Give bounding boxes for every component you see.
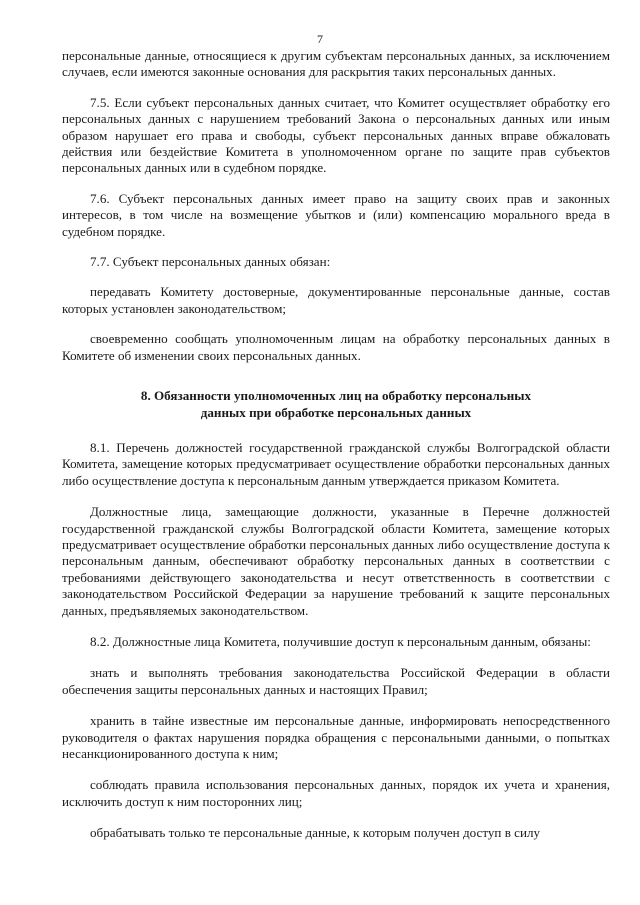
paragraph-8-2: 8.2. Должностные лица Комитета, получившие доступ к персональным данным, обязаны:	[90, 633, 591, 649]
paragraph-duty-keep-secret: хранить в тайне известные им персональные данные, информировать непосредственного руководителя о фактах нарушения порядка обращения с персональными данными, о попытках несанкционированного доступа к ним;	[62, 713, 610, 761]
paragraph-8-1: 8.1. Перечень должностей государственной гражданской службы Волгоградской области Комитета, замещение которых предусматривает осуществление обработки персональных данных либо осуществление доступа к персональным данным утверждается приказом Комитета.	[62, 439, 610, 488]
paragraph-obligation-provide-data: передавать Комитету достоверные, документированные персональные данные, состав которых установлен законодательством;	[62, 284, 610, 316]
paragraph-continuation: персональные данные, относящиеся к другим субъектам персональных данных, за исключением случаев, если имеются законные основания для раскрытия таких персональных данных.	[62, 48, 610, 80]
page-number: 7	[317, 32, 323, 46]
section-heading-8	[62, 388, 610, 421]
page-content	[62, 48, 610, 842]
paragraph-7-5: 7.5. Если субъект персональных данных считает, что Комитет осуществляет обработку его персональных данных с нарушением требований Закона о персональных данных или иным образом нарушает его права и свободы, субъект персональных данных вправе обжаловать действия или бездействие Комитета в уполномоченном органе по защите прав субъектов персональных данных или в судебном порядке.	[62, 94, 610, 176]
paragraph-obligation-notify-changes: своевременно сообщать уполномоченным лицам на обработку персональных данных в Комитете об изменении своих персональных данных.	[62, 331, 610, 363]
section-heading-line-2: данных при обработке персональных данных	[200, 404, 472, 420]
section-heading-line-1: 8. Обязанности уполномоченных лиц на обработку персональных	[140, 388, 532, 404]
paragraph-duty-follow-rules: соблюдать правила использования персональных данных, порядок их учета и хранения, исключить доступ к ним посторонних лиц;	[62, 777, 610, 809]
paragraph-7-7: 7.7. Субъект персональных данных обязан:	[90, 254, 331, 270]
paragraph-officials-responsibility: Должностные лица, замещающие должности, указанные в Перечне должностей государственной гражданской службы Волгоградской области Комитета, замещение которых предусматривает осуществление обработки персональных данных либо осуществление доступа к персональным данным, обеспечивают обработку персональных данных в соответствии с требованиями действующего законодательства и несут ответственность в соответствии с законодательством Российской Федерации за нарушение требований к защите персональных данных, предъявляемых законодательством.	[62, 504, 610, 618]
paragraph-duty-know-requirements: знать и выполнять требования законодательства Российской Федерации в области обеспечения защиты персональных данных и настоящих Правил;	[62, 665, 610, 697]
paragraph-duty-process-only-accessed: обрабатывать только те персональные данные, к которым получен доступ в силу	[90, 825, 541, 841]
paragraph-7-6: 7.6. Субъект персональных данных имеет право на защиту своих прав и законных интересов, в том числе на возмещение убытков и (или) компенсацию морального вреда в судебном порядке.	[62, 190, 610, 239]
